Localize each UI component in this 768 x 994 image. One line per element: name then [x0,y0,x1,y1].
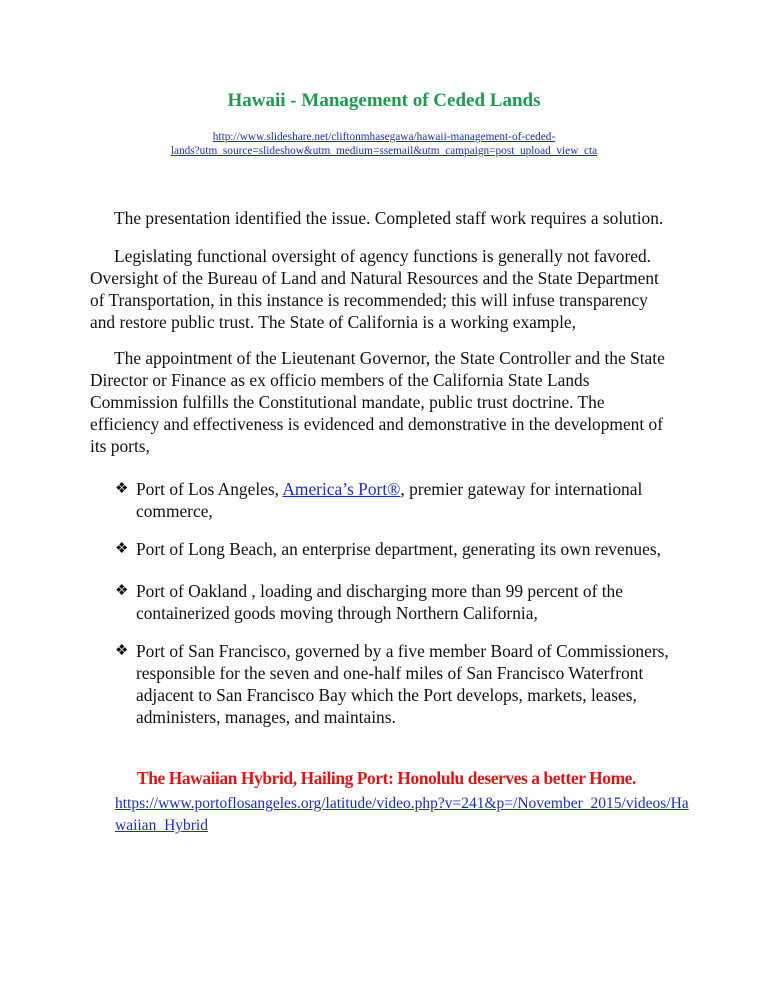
americas-port-link[interactable]: America’s Port® [282,479,401,499]
text-line: of Transportation, in this instance is recommended; this will infuse transparency [90,290,648,310]
document-title: Hawaii - Management of Ceded Lands [227,90,541,111]
bullet-san-francisco: ❖ Port of San Francisco, governed by a five member Board of Commissioners, responsible for the seven and one-half miles of San Francisco Waterfront adjacent to San Francisco Bay which the Port develops, markets, leases, administers, manages, and maintains. [115,641,669,727]
paragraph-3 [90,347,665,457]
text-line: efficiency and effectiveness is evidenced and demonstrative in the development of [90,414,664,434]
paragraph-2 [90,245,659,333]
text-line: Director or Finance as ex officio members of the California State Lands [90,370,590,390]
source-link-line-2[interactable]: lands?utm_source=slideshow&utm_medium=ssemail&utm_campaign=post_upload_view_cta [170,145,598,157]
diamond-bullet-icon: ❖ [115,643,129,659]
text-line: and restore public trust. The State of California is a working example, [90,312,577,332]
source-link[interactable] [0,130,768,158]
text-line: Commission fulfills the Constitutional mandate, public trust doctrine. The [90,392,605,412]
diamond-bullet-icon: ❖ [115,583,129,599]
footer-heading: The Hawaiian Hybrid, Hailing Port: Honolulu deserves a better Home. [137,768,636,788]
bullet-long-beach: ❖ Port of Long Beach, an enterprise department, generating its own revenues, [115,539,661,559]
footer-link[interactable] [115,793,689,837]
bullet-los-angeles: ❖ Port of Los Angeles, America’s Port®, premier gateway for international commerce, [115,479,643,521]
footer-link-line-2[interactable]: waiian_Hybrid [115,817,208,834]
bullet-oakland: ❖ Port of Oakland , loading and discharging more than 99 percent of the containerized goods moving through Northern California, [115,581,623,623]
text-line: its ports, [90,436,150,456]
text-line: Legislating functional oversight of agency functions is generally not favored. [114,246,652,266]
source-link-line-1[interactable]: http://www.slideshare.net/cliftonmhasegawa/hawaii-management-of-ceded- [212,131,556,143]
footer-link-line-1[interactable]: https://www.portoflosangeles.org/latitude/video.php?v=241&p=/November_2015/videos/Ha [115,795,689,812]
text-line: The appointment of the Lieutenant Governor, the State Controller and the State [114,348,665,368]
text-line: Oversight of the Bureau of Land and Natural Resources and the State Department [90,268,659,288]
diamond-bullet-icon: ❖ [115,541,129,557]
diamond-bullet-icon: ❖ [115,481,129,497]
paragraph-1 [90,207,663,229]
text-line: The presentation identified the issue. Completed staff work requires a solution. [114,208,664,228]
